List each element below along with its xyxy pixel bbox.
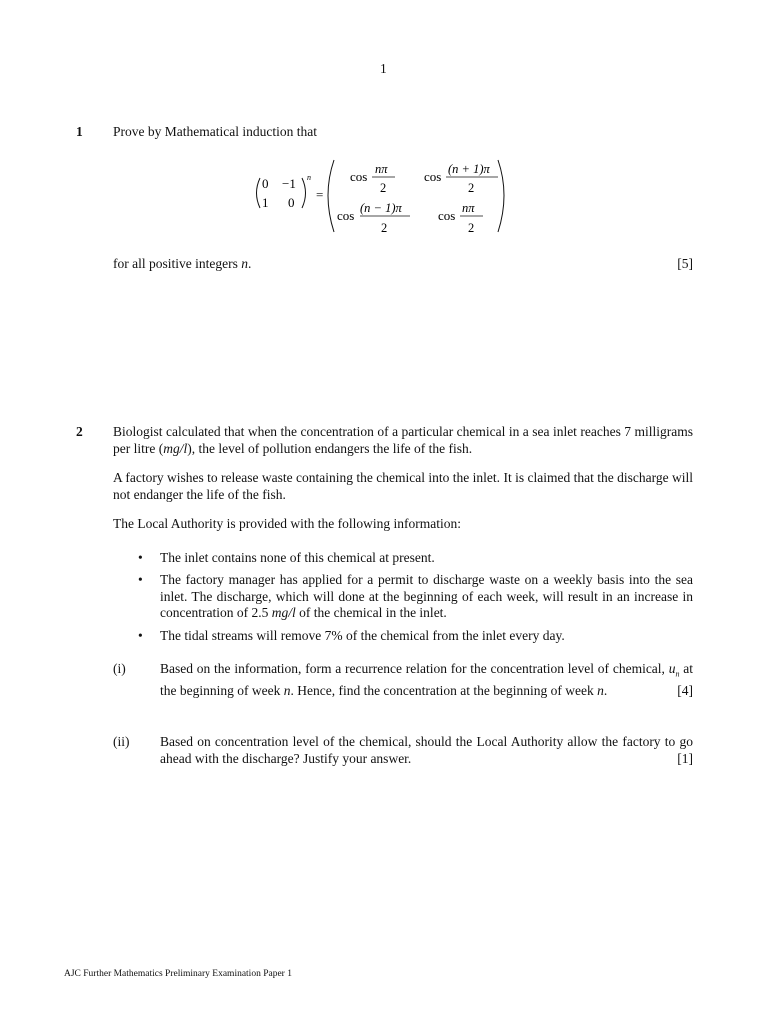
part-i-variable-n: n xyxy=(283,683,291,699)
part-i-variable-u: u xyxy=(668,661,676,676)
part-i-variable-subscript: n xyxy=(675,669,680,679)
question-2-paragraph-2: A factory wishes to release waste containing the chemical into the inlet. It is claimed that the discharge will not endanger the life of the fish. xyxy=(113,470,693,502)
lhs-entry-d: 0 xyxy=(288,195,295,210)
bullet-marker: • xyxy=(138,628,143,643)
m11-numerator: nπ xyxy=(375,162,388,176)
equals-sign: = xyxy=(316,187,324,202)
question-1-closing xyxy=(113,256,693,273)
part-ii-label: (ii) xyxy=(113,734,130,749)
page-footer: AJC Further Mathematics Preliminary Examination Paper 1 xyxy=(64,969,292,979)
bullet-item-2-text-start: The factory manager has applied for a permit to discharge waste on a weekly basis into the sea inlet. The discharge, which will done at the beginning of each week, will result in an increase in concentration of 2.5 xyxy=(160,572,693,620)
question-2-paragraph-3: The Local Authority is provided with the following information: xyxy=(113,516,461,531)
lhs-entry-a: 0 xyxy=(262,176,269,191)
question-2-paragraph-1-text-end: ), the level of pollution endangers the life of the fish. xyxy=(187,440,473,456)
lhs-exponent: n xyxy=(307,173,311,182)
question-2-number: 2 xyxy=(76,424,83,439)
lhs-entry-b: −1 xyxy=(282,176,296,191)
m12-numerator: (n + 1)π xyxy=(448,162,490,176)
part-i-variable-n-2: n xyxy=(597,683,604,699)
bullet-item-1-text: The inlet contains none of this chemical at present. xyxy=(160,550,435,565)
rhs-left-bracket xyxy=(328,160,334,232)
bullet-marker: • xyxy=(138,550,143,565)
question-2-paragraph-1-text: Biologist calculated that when the concentration of a particular chemical in a sea inlet reaches 7 milligrams per litre ( xyxy=(113,424,693,456)
part-i-text xyxy=(160,661,693,700)
part-i-text-end: . xyxy=(603,683,608,699)
m11-denominator: 2 xyxy=(380,181,387,195)
part-i-text-start: Based on the information, form a recurrence relation for the concentration level of chemical, xyxy=(160,661,669,676)
m12-denominator: 2 xyxy=(468,181,475,195)
part-ii-text-body: Based on concentration level of the chemical, should the Local Authority allow the factory to go ahead with the discharge? Justify your answer. xyxy=(160,734,693,766)
bullet-item-3-text: The tidal streams will remove 7% of the chemical from the inlet every day. xyxy=(160,628,565,643)
question-2-paragraph-1 xyxy=(113,424,693,457)
lhs-left-bracket xyxy=(257,178,261,208)
bullet-item-2-unit: mg/l xyxy=(271,605,296,620)
question-1-closing-variable: n xyxy=(241,256,248,271)
part-ii-marks: [1] xyxy=(677,750,693,766)
question-2-unit: mg/l xyxy=(163,440,188,456)
question-1-closing-text: for all positive integers xyxy=(113,256,242,271)
m11-cos: cos xyxy=(350,169,368,184)
m12-cos: cos xyxy=(424,169,442,184)
lhs-right-bracket xyxy=(302,178,306,208)
m22-denominator: 2 xyxy=(468,221,475,235)
lhs-entry-c: 1 xyxy=(262,195,269,210)
question-1-intro: Prove by Mathematical induction that xyxy=(113,124,317,139)
question-1-closing-period: . xyxy=(247,256,252,271)
question-1-number: 1 xyxy=(76,124,83,139)
part-i-marks: [4] xyxy=(677,683,693,699)
rhs-right-bracket xyxy=(498,160,504,232)
page-number: 1 xyxy=(380,61,387,76)
question-1-marks: [5] xyxy=(677,256,693,271)
bullet-item-2-text xyxy=(160,572,693,622)
m21-numerator: (n − 1)π xyxy=(360,201,402,215)
m21-denominator: 2 xyxy=(381,221,388,235)
m22-cos: cos xyxy=(438,208,456,223)
m21-cos: cos xyxy=(337,208,355,223)
part-ii-text xyxy=(160,734,693,767)
question-1-matrix-equation xyxy=(250,156,512,238)
bullet-item-2-text-end: of the chemical in the inlet. xyxy=(295,605,447,620)
part-i-text-hence: . Hence, find the concentration at the beginning of week xyxy=(290,683,598,699)
m22-numerator: nπ xyxy=(462,201,475,215)
part-i-label: (i) xyxy=(113,661,126,676)
bullet-marker: • xyxy=(138,572,143,587)
part-i-text-middle: at the beginning of week xyxy=(160,661,693,699)
